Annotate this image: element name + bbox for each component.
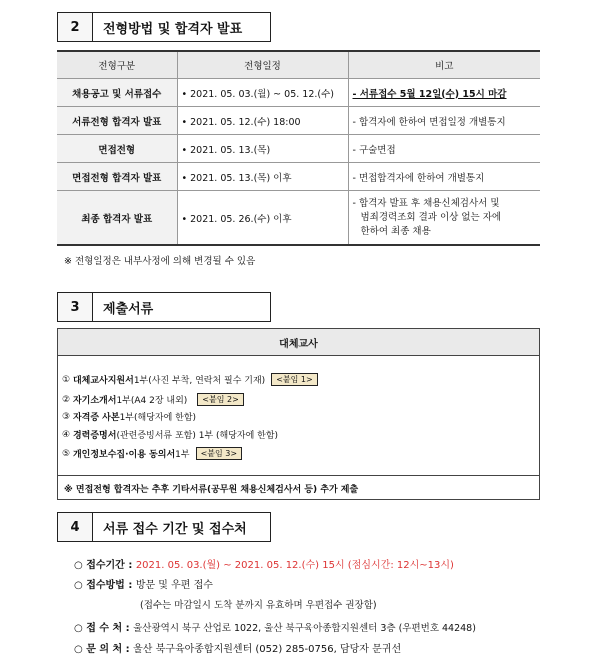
item-name: 대체교사지원서 (72, 376, 134, 386)
item-detail: 1부(사진 부착, 연락처 필수 기재) (133, 376, 266, 386)
table-row (57, 135, 540, 163)
header-schedule: 전형일정 (177, 51, 348, 79)
method-label: ○ 접수방법 : (74, 580, 136, 591)
item-marker: ④ (62, 429, 71, 440)
list-item (62, 393, 244, 406)
section3-header (57, 292, 271, 322)
stage-cell: 면접전형 합격자 발표 (57, 163, 177, 191)
item-detail: 1부(해당자에 한함) (119, 413, 197, 423)
table-row (57, 107, 540, 135)
attachment-tag: <붙임 1> (271, 373, 318, 386)
note-line: 범죄경력조회 결과 이상 없는 자에 (360, 211, 502, 223)
list-item (62, 410, 196, 423)
place-label: ○ 접 수 처 : (74, 623, 134, 634)
place-value: 울산광역시 북구 산업로 1022, 울산 북구육아종합지원센터 3층 (우편번호 44248) (133, 623, 476, 634)
section2-header (57, 12, 271, 42)
table-row (57, 163, 540, 191)
note-cell (348, 191, 540, 246)
documents-footnote: ※ 면접전형 합격자는 추후 기타서류(공무원 채용신체검사서 등) 추가 제출 (58, 475, 539, 501)
schedule-footnote: ※ 전형일정은 내부사정에 의해 변경될 수 있음 (64, 256, 256, 267)
item-detail: 1부(A4 2장 내외) (116, 396, 188, 406)
item-detail: (관련증빙서류 포함) 1부 (해당자에 한함) (116, 431, 279, 441)
period-value: 2021. 05. 03.(월) ~ 2021. 05. 12.(수) 15시 (점심시간: 12시~13시) (135, 560, 454, 571)
table-row (57, 79, 540, 107)
item-detail: 1부 (175, 450, 190, 460)
header-stage: 전형구분 (57, 51, 177, 79)
attachment-tag: <붙임 2> (197, 393, 244, 406)
list-item (62, 428, 278, 441)
method-value: 방문 및 우편 접수 (135, 580, 213, 591)
section4-header (57, 512, 271, 542)
period-label: ○ 접수기간 : (74, 560, 136, 571)
item-marker: ① (62, 374, 71, 385)
section4-number: 4 (57, 512, 93, 542)
note-cell: - 서류접수 5월 12일(수) 15시 마감 (348, 79, 540, 107)
note-cell: - 구술면접 (348, 135, 540, 163)
table-row (57, 191, 540, 246)
schedule-table (57, 50, 540, 246)
stage-cell: 면접전형 (57, 135, 177, 163)
stage-cell: 최종 합격자 발표 (57, 191, 177, 246)
section2-number: 2 (57, 12, 93, 42)
section4-title: 서류 접수 기간 및 접수처 (93, 512, 271, 542)
contact-value: 울산 북구육아종합지원센터 (052) 285-0756, 담당자 문귀선 (133, 644, 402, 655)
list-item (62, 373, 318, 386)
documents-box-title: 대체교사 (58, 329, 539, 356)
period-line (74, 556, 454, 571)
schedule-cell: • 2021. 05. 13.(목) (177, 135, 348, 163)
note-line: - 합격자 발표 후 채용신체검사서 및 (352, 197, 500, 209)
attachment-tag: <붙임 3> (196, 447, 243, 460)
documents-box (57, 328, 540, 500)
item-name: 자기소개서 (72, 396, 117, 406)
item-name: 개인정보수집·이용 동의서 (72, 450, 176, 460)
item-marker: ③ (62, 411, 71, 422)
section3-number: 3 (57, 292, 93, 322)
method-line (74, 576, 213, 591)
contact-line (74, 640, 401, 655)
item-name: 자격증 사본 (72, 413, 120, 423)
schedule-header-row (57, 51, 540, 79)
contact-label: ○ 문 의 처 : (74, 644, 134, 655)
place-line (74, 619, 476, 634)
section2-title: 전형방법 및 합격자 발표 (93, 12, 271, 42)
schedule-cell: • 2021. 05. 12.(수) 18:00 (177, 107, 348, 135)
note-cell: - 합격자에 한하여 면접일정 개별통지 (348, 107, 540, 135)
stage-cell: 서류전형 합격자 발표 (57, 107, 177, 135)
item-name: 경력증명서 (72, 431, 117, 441)
note-line: 한하여 최종 채용 (360, 225, 431, 237)
note-cell: - 면접합격자에 한하여 개별통지 (348, 163, 540, 191)
header-note: 비고 (348, 51, 540, 79)
list-item (62, 447, 242, 460)
schedule-cell: • 2021. 05. 13.(목) 이후 (177, 163, 348, 191)
schedule-cell: • 2021. 05. 26.(수) 이후 (177, 191, 348, 246)
item-marker: ⑤ (62, 448, 71, 459)
schedule-cell: • 2021. 05. 03.(월) ~ 05. 12.(수) (177, 79, 348, 107)
section3-title: 제출서류 (93, 292, 271, 322)
method-note: (접수는 마감일시 도착 분까지 유효하며 우편접수 권장함) (140, 600, 377, 611)
stage-cell: 채용공고 및 서류접수 (57, 79, 177, 107)
item-marker: ② (62, 394, 71, 405)
